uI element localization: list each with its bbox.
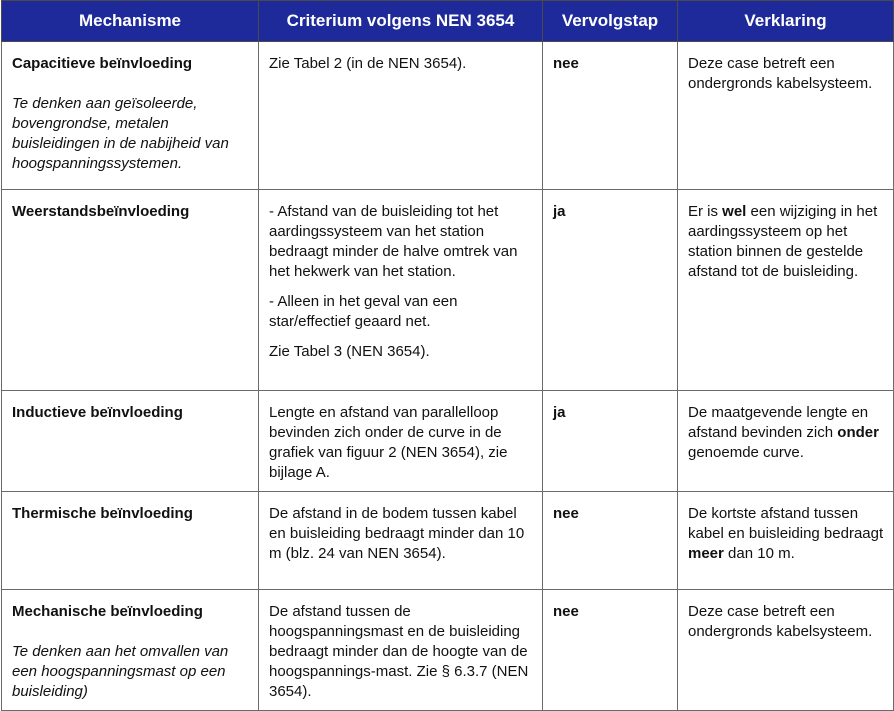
table-row (2, 42, 894, 190)
criterium-text: De afstand tussen de hoogspanningsmast en de buisleiding bedraagt minder dan de hoogte van de hoogspannings-mast. Zie § 6.3.7 (NEN 3654). (269, 603, 529, 700)
criterium-text: De afstand in de bodem tussen kabel en buisleiding bedraagt minder dan 10 m (blz. 24 van NEN 3654). (269, 505, 525, 562)
verklaring-cell (678, 42, 894, 190)
verklaring-cell (678, 590, 894, 711)
vervolgstap-value: nee (553, 505, 579, 522)
vervolgstap-value: nee (553, 55, 579, 72)
verklaring-emphasis: meer (688, 545, 724, 562)
mechanisme-name: Mechanische beïnvloeding (12, 603, 203, 620)
criterium-cell (259, 42, 543, 190)
criterium-text: Zie Tabel 2 (in de NEN 3654). (269, 55, 467, 72)
vervolgstap-cell (543, 190, 678, 391)
vervolgstap-cell (543, 492, 678, 590)
verklaring-text: Er is (688, 203, 723, 220)
header-verklaring: Verklaring (678, 1, 894, 42)
criterium-cell (259, 590, 543, 711)
table-row (2, 590, 894, 711)
criterium-cell (259, 492, 543, 590)
criterium-text: Lengte en afstand van parallelloop bevinden zich onder de curve in de grafiek van figuur 2 (NEN 3654), zie bijlage A. (269, 404, 508, 481)
vervolgstap-cell (543, 590, 678, 711)
mechanisme-name: Inductieve beïnvloeding (12, 404, 183, 421)
mechanisme-note: Te denken aan het omvallen van een hoogspanningsmast op een buisleiding) (12, 643, 229, 700)
verklaring-text-end: dan 10 m. (723, 545, 795, 562)
verklaring-text-end: genoemde curve. (688, 444, 804, 461)
criterium-text: - Alleen in het geval van een star/effectief geaard net. (269, 293, 458, 330)
header-vervolgstap: Vervolgstap (543, 1, 678, 42)
table-row (2, 190, 894, 391)
verklaring-text-end: een wijziging in het aardingssysteem op het station binnen de gestelde afstand tot de buisleiding. (688, 203, 878, 280)
vervolgstap-value: nee (553, 603, 579, 620)
verklaring-text: De maatgevende lengte en afstand bevinden zich (688, 404, 869, 441)
verklaring-text: De kortste afstand tussen kabel en buisleiding bedraagt (688, 505, 884, 542)
mechanisme-cell (2, 42, 259, 190)
mechanisme-cell (2, 190, 259, 391)
vervolgstap-cell (543, 42, 678, 190)
criterium-cell (259, 190, 543, 391)
mechanisme-cell (2, 590, 259, 711)
verklaring-emphasis: onder (837, 424, 879, 441)
mechanisme-cell (2, 391, 259, 492)
criterium-text: Zie Tabel 3 (NEN 3654). (269, 343, 430, 360)
criterium-cell (259, 391, 543, 492)
verklaring-emphasis: wel (722, 203, 747, 220)
header-mechanisme: Mechanisme (2, 1, 259, 42)
header-criterium: Criterium volgens NEN 3654 (259, 1, 543, 42)
verklaring-cell (678, 190, 894, 391)
table-row (2, 492, 894, 590)
table-header-row (2, 1, 894, 42)
verklaring-text: Deze case betreft een ondergronds kabelsysteem. (688, 603, 873, 640)
table-row (2, 391, 894, 492)
verklaring-cell (678, 492, 894, 590)
nen3654-criteria-table (1, 0, 894, 711)
mechanisme-name: Capacitieve beïnvloeding (12, 55, 193, 72)
mechanisme-name: Weerstandsbeïnvloeding (12, 203, 190, 220)
mechanisme-name: Thermische beïnvloeding (12, 505, 193, 522)
verklaring-text: Deze case betreft een ondergronds kabelsysteem. (688, 55, 873, 92)
verklaring-cell (678, 391, 894, 492)
vervolgstap-cell (543, 391, 678, 492)
criterium-text: - Afstand van de buisleiding tot het aardingssysteem van het station bedraagt minder de halve omtrek van het hekwerk van het station. (269, 203, 518, 280)
mechanisme-cell (2, 492, 259, 590)
vervolgstap-value: ja (553, 203, 566, 220)
vervolgstap-value: ja (553, 404, 566, 421)
mechanisme-note: Te denken aan geïsoleerde, bovengrondse, metalen buisleidingen in de nabijheid van hoogspanningssystemen. (12, 95, 229, 172)
